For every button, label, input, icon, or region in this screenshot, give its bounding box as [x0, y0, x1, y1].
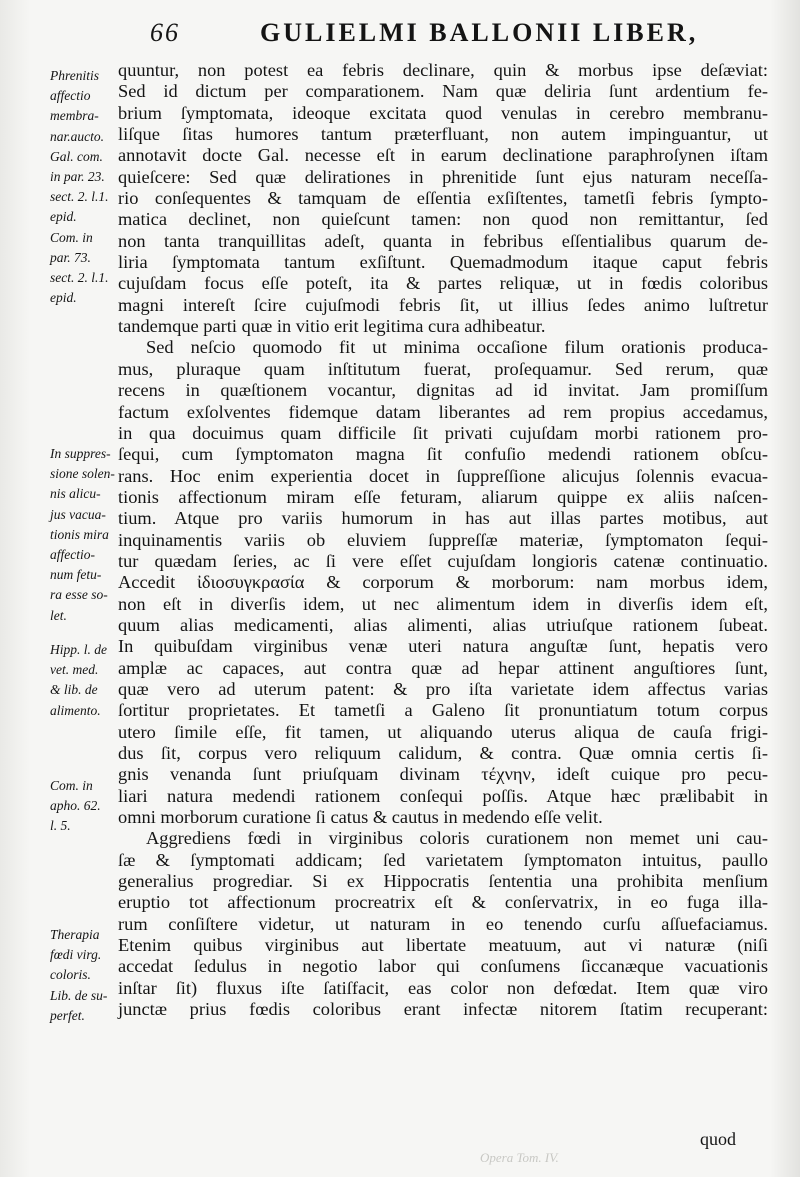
- text-line: inquinamentis variis ob eluviem ſuppreſſæ materiæ, ſymptomaton ſequi-: [118, 529, 768, 550]
- margin-line: sect. 2. l.1.: [50, 189, 109, 205]
- text-line: matica declinet, non quieſcunt tamen: non quod non remittantur, ſed: [118, 209, 768, 230]
- text-line: amplæ ac capaces, aut contra quæ ad hepar attinent anguſtiores ſunt,: [118, 657, 768, 678]
- text-line: ſæ & ſymptomati addicam; ſed varietatem ſymptomaton intuitus, paullo: [118, 849, 768, 870]
- margin-line: vet. med.: [50, 662, 99, 678]
- margin-line: Com. in: [50, 778, 93, 793]
- margin-line: perfet.: [50, 1007, 85, 1023]
- margin-line: in par. 23.: [50, 169, 105, 185]
- margin-line: & lib. de: [50, 682, 98, 698]
- text-line: Accedit ἰδιοσυγκρασία & corporum & morborum: nam morbus idem,: [118, 572, 768, 593]
- text-line: utero ſimile eſſe, fit tamen, ut aliquando uterus aliqua de cauſa frigi-: [118, 721, 768, 742]
- margin-line: let.: [50, 607, 67, 623]
- margin-line: sect. 2. l.1.: [50, 270, 109, 286]
- text-line: quuntur, non potest ea febris declinare, quin & morbus ipse deſæviat:: [118, 60, 768, 80]
- text-line: in qua docuimus quam difficile ſit privati cujuſdam morbi rationem pro-: [118, 422, 768, 443]
- margin-line: jus vacua-: [50, 506, 106, 522]
- margin-line: affectio: [50, 88, 91, 104]
- margin-line: ra esse so-: [50, 587, 108, 603]
- text-line: recens in quæſtionem vocantur, dignitas ad id invitat. Jam promiſſum: [118, 380, 768, 401]
- margin-line: epid.: [50, 290, 77, 306]
- margin-line: fœdi virg.: [50, 947, 102, 963]
- text-line: non eſt in diverſis idem, ut nec alimentum idem in diverſis idem eſt,: [118, 593, 768, 614]
- text-line: mus, pluraque quam inſtitutum fuerat, proſequamur. Sed rerum, quæ: [118, 358, 768, 379]
- margin-line: Lib. de su-: [50, 987, 108, 1003]
- text-line: rans. Hoc enim experientia docet in ſuppreſſione alicujus ſolennis evacua-: [118, 465, 768, 486]
- margin-line: Therapia: [50, 927, 100, 942]
- text-line: quæ vero ad uterum patent: & pro iſta varietate idem affectus varias: [118, 678, 768, 699]
- text-line: omni morborum curatione ſi catus & cautus in medendo eſſe velit.: [118, 807, 603, 828]
- text-line: quum alias medicamenti, alias alimenti, alias utriuſque rationem ſubeat.: [118, 614, 768, 635]
- text-line: non tanta tranquillitas adeſt, quanta in febribus eſſentialibus quarum de-: [118, 230, 768, 251]
- text-line: eruptio tot affectionum procreatrix eſt & conſervatrix, in eo fuga illa-: [118, 892, 768, 913]
- text-line: Sed neſcio quomodo fit ut minima occaſione filum orationis producа-: [146, 337, 768, 358]
- catchword: quod: [700, 1129, 736, 1149]
- margin-line: apho. 62.: [50, 798, 101, 814]
- text-line: tionis affectionum miram eſſe feturam, aliarum quippe ex aliis naſcen-: [118, 486, 768, 507]
- text-line: cujuſdam focus eſſe poteſt, ita & partes reliquæ, ut in fœdis coloribus: [118, 273, 768, 294]
- margin-line: par. 73.: [50, 249, 91, 265]
- page-number: 66: [150, 18, 180, 47]
- text-line: ſequi, cum ſymptomaton magna ſit confuſio medendi rationem obſcu-: [118, 444, 768, 465]
- running-head: GULIELMI BALLONII LIBER,: [260, 18, 699, 47]
- margin-line: sione solen-: [50, 466, 115, 482]
- text-line: Sed id dictum per comparationem. Nam quæ deliria ſunt ardentium fe-: [118, 81, 768, 102]
- margin-line: nis alicu-: [50, 486, 101, 502]
- text-line: liari natura medendi rationem conſequi poſſis. Atque hæc prælibabit in: [118, 785, 768, 806]
- margin-line: Hipp. l. de: [50, 642, 107, 657]
- text-line: annotavit docte Gal. necesse eſt in earum declinatione paraphroſynen iſtam: [118, 145, 768, 166]
- margin-line: Gal. com.: [50, 148, 103, 164]
- margin-line: tionis mira: [50, 526, 109, 542]
- margin-line: alimento.: [50, 702, 101, 718]
- body-text: [118, 60, 768, 1020]
- footer-bleed-through: Opera Tom. IV.: [480, 1150, 559, 1165]
- text-line: generalius progrediar. Si ex Hippocratis ſententia una prohibita menſium: [118, 871, 768, 892]
- text-line: quieſcere: Sed quæ delirationes in phrenitide ſunt ejus naturam neceſſa-: [118, 166, 768, 187]
- text-line: liſque ſitas humores tantum præterfluant, non autem impinguantur, ut: [118, 124, 768, 145]
- text-line: accedat ſedulus in negotio labor qui conſumens ſiccanæque vacuationis: [118, 956, 768, 977]
- margin-line: num fetu-: [50, 567, 102, 583]
- text-line: inſtar ſit) fluxus iſte ſatiſfacit, eas color non defœdat. Item quæ viro: [118, 977, 768, 998]
- text-line: dus ſit, corpus vero reliquum calidum, & contra. Quæ omnia certis ſi-: [118, 743, 768, 763]
- text-line: Etenim quibus virginibus aut libertate meatuum, aut vi naturæ (niſi: [118, 935, 768, 956]
- text-line: tur quædam ſeries, ac ſi vere eſſet cujuſdam longioris catenæ continuatio.: [118, 550, 768, 571]
- text-line: tandemque parti quæ in vitio erit legitima cura adhibeatur.: [118, 316, 546, 337]
- page-header: [110, 18, 750, 54]
- text-line: factum exſolventes fidemque datam liberantes ad rem propius accedamus,: [118, 401, 768, 422]
- margin-line: nar.aucto.: [50, 128, 104, 144]
- text-line: rum conſiſtere videtur, ut naturam in eo tenendo curſu aſſuefaciamus.: [118, 913, 768, 934]
- text-line: Aggrediens fœdi in virginibus coloris curationem non memet uni cau-: [146, 828, 768, 849]
- text-line: liria ſymptomata tantum exſiſtunt. Quemadmodum itaque caput febris: [118, 252, 768, 273]
- text-line: gnis venanda ſunt priuſquam divinam τέχνην, ideſt cuique pro pecu-: [118, 764, 768, 785]
- text-line: magni intereſt ſcire cujuſmodi febris ſit, ut illius ſedes animo luſtretur: [118, 294, 768, 315]
- margin-line: membra-: [50, 108, 99, 124]
- text-line: brium ſymptomata, ideoque excitata quod venulas in cerebro membranu-: [118, 102, 768, 123]
- margin-line: coloris.: [50, 967, 91, 983]
- margin-line: l. 5.: [50, 818, 71, 834]
- margin-line: affectio-: [50, 547, 95, 563]
- margin-line: epid.: [50, 209, 77, 225]
- text-line: junctæ prius fœdis coloribus erant infectæ nitorem ſtatim recuperant:: [118, 999, 768, 1020]
- text-line: In quibuſdam virginibus venæ uteri natura anguſtæ ſunt, hepatis vero: [118, 636, 768, 657]
- margin-line: Phrenitis: [50, 68, 99, 83]
- text-line: ſortitur proprietates. Et tametſi a Galeno ſit pronuntiatum totum corpus: [118, 700, 768, 721]
- text-line: rio conſequentes & tamquam de eſſentia exſiſtentes, tametſi febris ſympto-: [118, 188, 768, 209]
- margin-line: In suppres-: [50, 446, 111, 461]
- margin-line: Com. in: [50, 229, 93, 245]
- text-line: tium. Atque pro variis humorum in has aut illas partes motibus, aut: [118, 508, 768, 529]
